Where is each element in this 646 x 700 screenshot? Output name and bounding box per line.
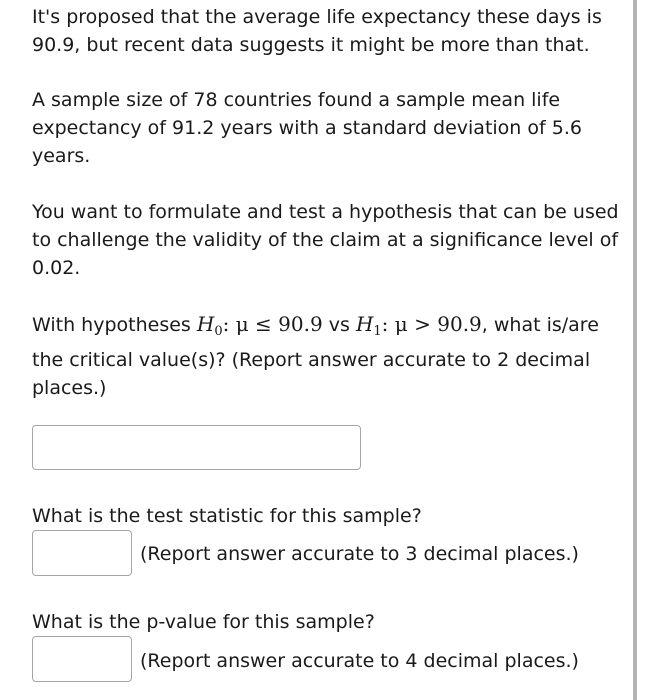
intro-paragraph: It's proposed that the average life expectancy these days is 90.9, but recent data suggests it might be more than that.: [32, 6, 602, 56]
hypotheses-paragraph: [32, 310, 628, 402]
h0-relation: : μ ≤ 90.9: [222, 312, 323, 336]
test-statistic-question: What is the test statistic for this sample?: [32, 505, 422, 527]
hypotheses-prefix: With hypotheses: [32, 314, 197, 336]
null-hypothesis: [196, 312, 323, 339]
alternative-hypothesis: [355, 312, 482, 339]
h1-relation: : μ > 90.9: [381, 312, 482, 336]
p-value-hint: (Report answer accurate to 4 decimal places.): [140, 650, 579, 672]
test-statistic-hint: (Report answer accurate to 3 decimal places.): [140, 543, 579, 565]
right-border-rule: [633, 0, 637, 700]
critical-value-input[interactable]: [32, 425, 361, 470]
hypotheses-suffix: , what is/are the critical value(s)? (Report answer accurate to 2 decimal places.): [32, 314, 599, 399]
p-value-question: What is the p-value for this sample?: [32, 611, 375, 633]
significance-paragraph: You want to formulate and test a hypothesis that can be used to challenge the validity of the claim at a significance level of 0.02.: [32, 201, 619, 279]
hypotheses-vs: vs: [322, 314, 356, 336]
h1-symbol: H: [355, 312, 374, 336]
p-value-input[interactable]: [32, 636, 132, 682]
h0-symbol: H: [196, 312, 215, 336]
h1-subscript: 1: [373, 324, 382, 339]
h0-subscript: 0: [214, 324, 223, 339]
test-statistic-input[interactable]: [32, 530, 132, 576]
sample-paragraph: A sample size of 78 countries found a sample mean life expectancy of 91.2 years with a standard deviation of 5.6 years.: [32, 89, 582, 167]
